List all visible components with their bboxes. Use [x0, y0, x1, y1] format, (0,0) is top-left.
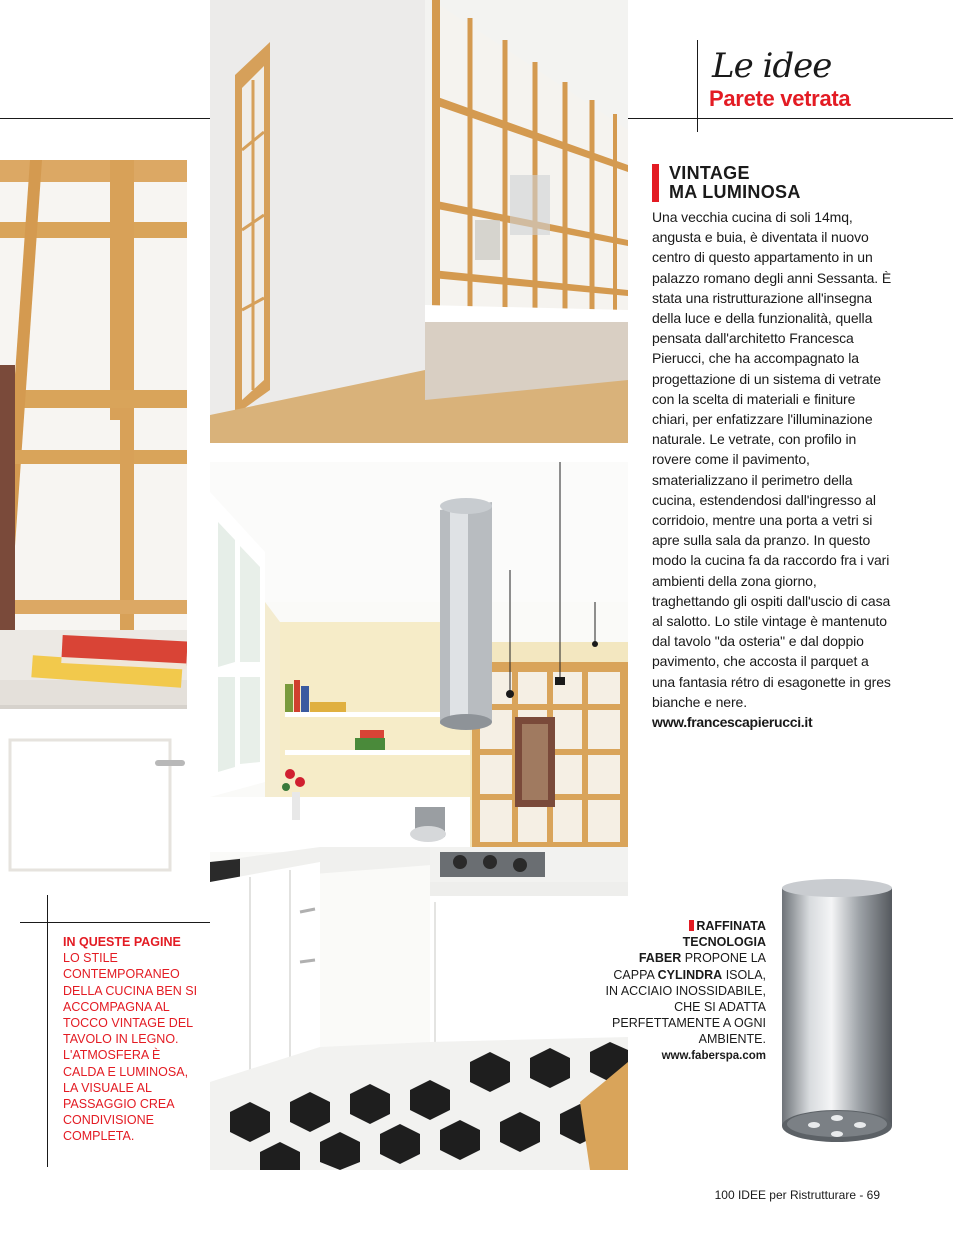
rubric-script-title: Le idee [712, 46, 832, 86]
caption-text: LO STILE CONTEMPORANEO DELLA CUCINA BEN SI ACCOMPAGNA AL TOCCO VINTAGE DEL TAVOLO IN LEGNO. L'ATMOSFERA È CALDA E LUMINOSA, LA VISUALE AL PASSAGGIO CREA CONDIVISIONE COMPLETA. [63, 951, 198, 1144]
product-model: CYLINDRA [657, 967, 723, 982]
product-title-line-1: RAFFINATA [696, 919, 766, 933]
rubric-section-title: Parete vetrata [709, 86, 851, 111]
product-hood-image [778, 878, 896, 1146]
cylinder-hood-icon [778, 878, 896, 1146]
photo-top-glazed-wall [210, 0, 628, 443]
caption-rule-horizontal [20, 922, 210, 923]
article-body [652, 207, 892, 732]
article-text: Una vecchia cucina di soli 14mq, angusta e buia, è diventata il nuovo centro di questo appartamento in un palazzo romano degli anni Sessanta. È stata una ristrutturazione all'insegna della luce e della funzionalità, quella pensata dall'architetto Francesca Pierucci, che ha accompagnato la progettazione di un sistema di vetrate con la scelta di materiali e finiture chiari, per enfatizzare l'illuminazione naturale. Le vetrate, con profilo in rovere come il pavimento, smaterializzano il perimetro della cucina, estendendosi dall'ingresso al corridoio, mentre una porta a vetri si apre sulla sala da pranzo. In questo modo la cucina fa da raccordo fra i vari ambienti della zona giorno, traghettando gli ospiti dall'uscio di casa al salotto. Lo stile vintage è mantenuto dal tavolo "da osteria" e dal doppio pavimento, che accosta il parquet a una fantasia rétro di esagonette in gres bianche e nere. [652, 209, 892, 710]
article-link[interactable]: www.francescapierucci.it [652, 714, 813, 731]
photo-kitchen-illustration [210, 462, 628, 1170]
article-headline [669, 164, 919, 202]
product-title-line-2: TECNOLOGIA [682, 935, 766, 950]
photo-top-illustration [210, 0, 628, 443]
headline-marker [652, 164, 659, 202]
product-url[interactable]: www.faberspa.com [661, 1049, 766, 1062]
photo-left-glass-partition [0, 160, 187, 883]
rubric-rule-horizontal [628, 118, 953, 119]
caption-lead: IN QUESTE PAGINE [63, 935, 181, 949]
product-description [600, 918, 766, 1064]
product-brand: FABER [638, 951, 682, 966]
headline-line-2: MA LUMINOSA [669, 182, 801, 202]
product-marker [689, 920, 694, 931]
left-rule-horizontal [0, 118, 210, 119]
product-text-2: ISOLA, IN ACCIAIO INOSSIDABILE, CHE SI ADATTA PERFETTAMENTE A OGNI AMBIENTE. [605, 967, 766, 1047]
product-text-1: PROPONE LA CAPPA [613, 951, 766, 982]
headline-line-1: VINTAGE [669, 163, 750, 183]
caption-rule-vertical [47, 895, 48, 1167]
photo-left-illustration [0, 160, 187, 883]
page-folio: 100 IDEE per Ristrutturare - 69 [714, 1188, 880, 1202]
photo-kitchen [210, 462, 628, 1170]
photo-caption [63, 934, 198, 1145]
